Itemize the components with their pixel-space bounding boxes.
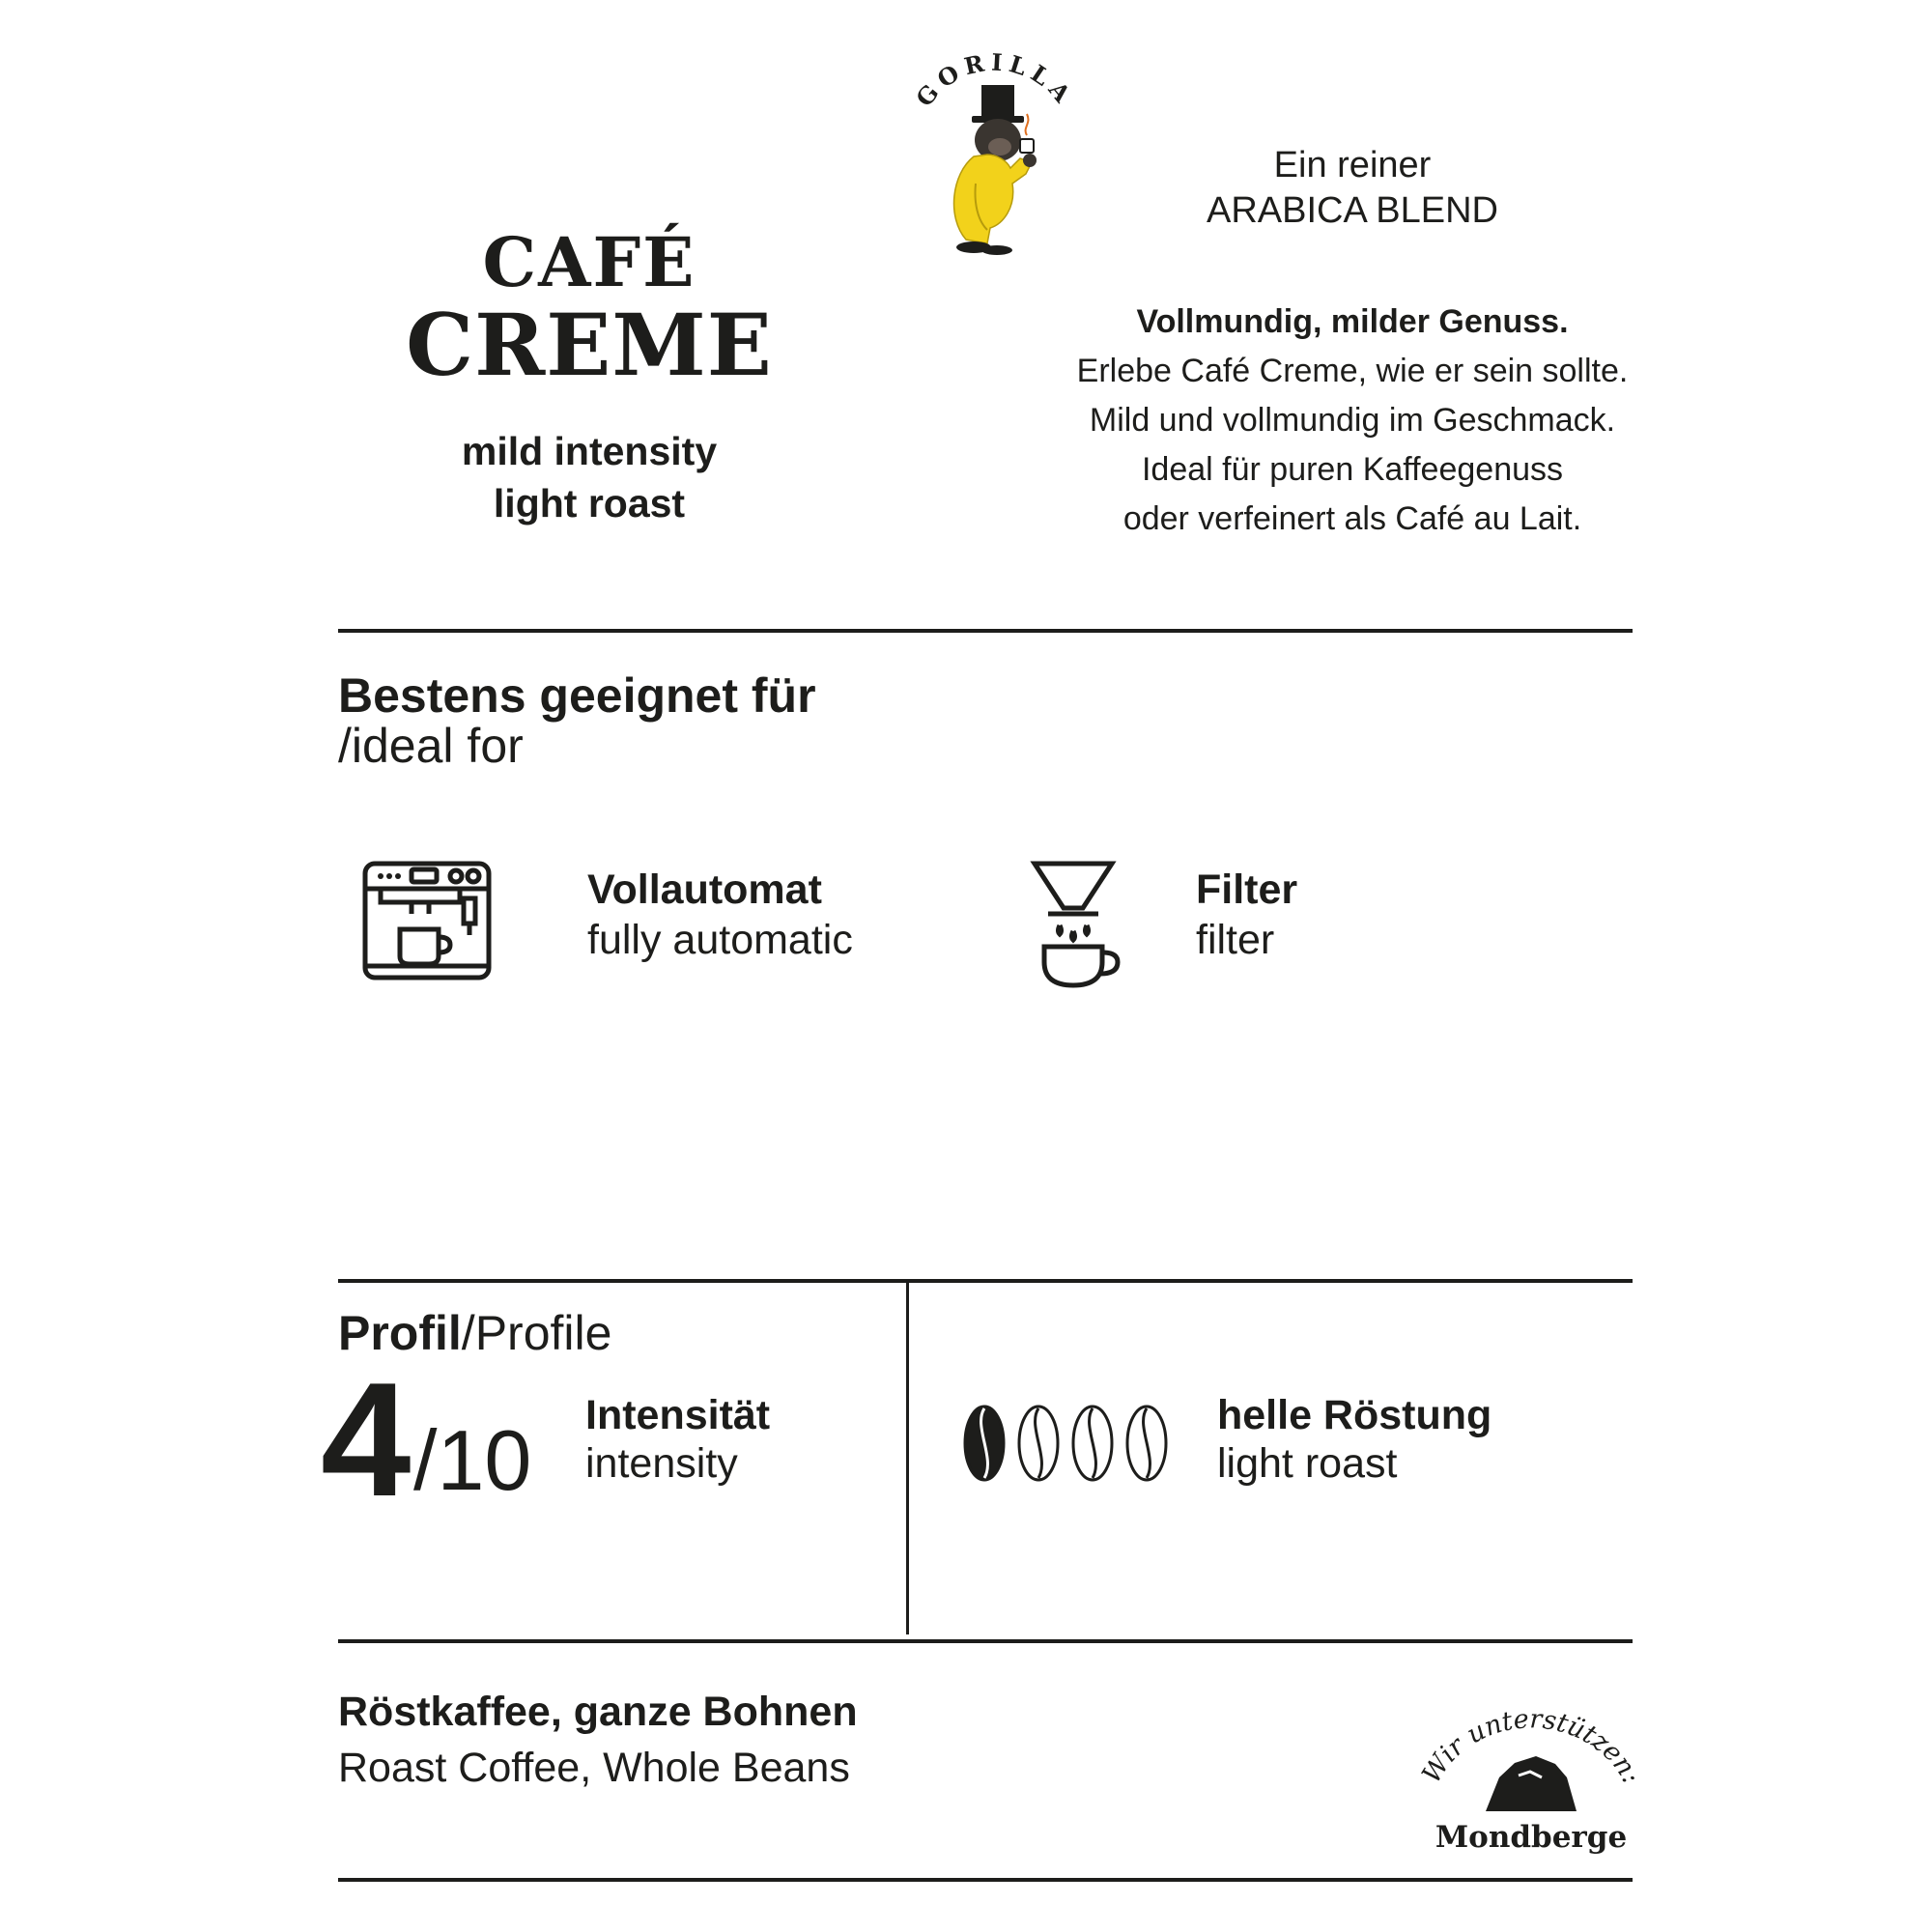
bean-outline-icon: [1019, 1406, 1058, 1480]
divider-middle: [338, 1279, 1633, 1283]
ideal-for-title: Bestens geeignet für: [338, 668, 816, 723]
product-description: [995, 298, 1710, 544]
intensity-label-block: [585, 1391, 770, 1488]
profile-column-divider: [906, 1281, 909, 1634]
description-line: Erlebe Café Creme, wie er sein sollte.: [1076, 353, 1629, 389]
usage-subtitle: filter: [1196, 917, 1275, 963]
pour-over-filter-icon: [1029, 858, 1125, 991]
seal-text-bottom: Mondberge: [1435, 1820, 1628, 1855]
usage-item-fully-automatic: [587, 865, 853, 965]
divider-lower: [338, 1639, 1633, 1643]
mountain-gorilla-icon: [1486, 1756, 1577, 1811]
blend-line1: Ein reiner: [1273, 145, 1432, 185]
blend-info: [1043, 143, 1662, 234]
support-seal: [1410, 1671, 1652, 1855]
profile-title-rest: /Profile: [461, 1306, 612, 1360]
intensity-score: 4: [321, 1349, 408, 1530]
logo-wordmark: GORILLA: [910, 47, 1080, 112]
bean-outline-icon: [1073, 1406, 1112, 1480]
usage-item-filter: [1196, 865, 1297, 965]
intensity-title: Intensität: [585, 1392, 771, 1438]
description-line: Mild und vollmundig im Geschmack.: [1089, 402, 1616, 439]
description-line: oder verfeinert als Café au Lait.: [1122, 500, 1582, 537]
usage-title: Filter: [1196, 867, 1298, 913]
usage-subtitle: fully automatic: [587, 917, 853, 963]
profile-title-bold: Profil: [338, 1306, 462, 1360]
usage-title: Vollautomat: [587, 867, 822, 913]
roast-title: helle Röstung: [1217, 1392, 1492, 1438]
intensity-scale: /10: [413, 1412, 532, 1508]
product-name-line2: CREME: [406, 295, 773, 395]
ideal-for-subtitle: /ideal for: [338, 719, 524, 773]
coffee-machine-icon: [361, 860, 493, 985]
product-type-subtitle: Roast Coffee, Whole Beans: [338, 1745, 850, 1791]
roast-level-indicator: [961, 1403, 1174, 1484]
divider-bottom: [338, 1878, 1633, 1882]
intensity-subtitle: intensity: [585, 1440, 738, 1487]
roast-subtitle: light roast: [1217, 1440, 1398, 1487]
product-name-line1: CAFÉ: [482, 222, 696, 302]
intensity-label: mild intensity: [461, 429, 718, 473]
product-subtitle: [367, 425, 811, 529]
divider-top: [338, 629, 1633, 633]
bean-filled-icon: [965, 1406, 1004, 1480]
bean-outline-icon: [1127, 1406, 1166, 1480]
product-type-title: Röstkaffee, ganze Bohnen: [338, 1689, 858, 1735]
seal-text-top: Wir unterstützen:: [1416, 1704, 1647, 1789]
blend-line2: ARABICA BLEND: [1207, 190, 1498, 231]
roast-label-block: [1217, 1391, 1492, 1488]
description-line: Ideal für puren Kaffeegenuss: [1141, 451, 1564, 488]
coffee-beans-icon: [961, 1403, 1174, 1484]
roast-label: light roast: [493, 481, 686, 526]
description-headline: Vollmundig, milder Genuss.: [1136, 303, 1569, 340]
